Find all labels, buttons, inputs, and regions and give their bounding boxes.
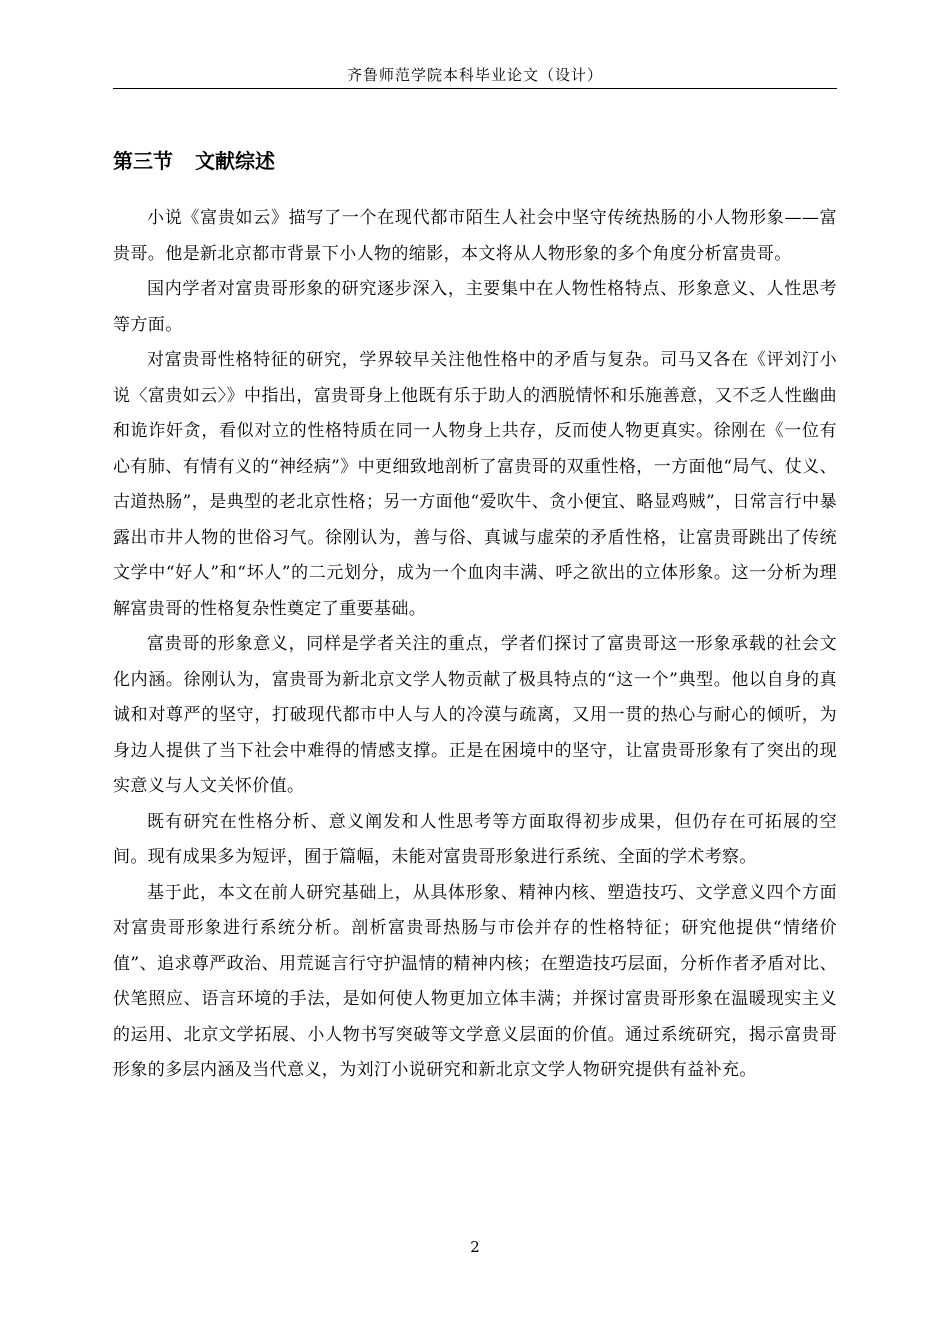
body-text xyxy=(113,201,837,1089)
header-rule xyxy=(113,88,837,89)
running-header: 齐鲁师范学院本科毕业论文（设计） xyxy=(346,66,603,84)
section-number: 第三节 xyxy=(113,149,173,173)
paragraph-research-overview: 国内学者对富贵哥形象的研究逐步深入，主要集中在人物性格特点、形象意义、人性思考等方面。 xyxy=(113,279,837,335)
paragraph-intro: 小说《富贵如云》描写了一个在现代都市陌生人社会中坚守传统热肠的小人物形象——富贵哥。他是新北京都市背景下小人物的缩影，本文将从人物形象的多个角度分析富贵哥。 xyxy=(113,208,837,264)
paragraph-research-plan: 基于此，本文在前人研究基础上，从具体形象、精神内核、塑造技巧、文学意义四个方面对富贵哥形象进行系统分析。剖析富贵哥热肠与市侩并存的性格特征；研究他提供“情绪价值”、追求尊严政治、用荒诞言行守护温情的精神内核；在塑造技巧层面，分析作者矛盾对比、伏笔照应、语言环境的手法，是如何使人物更加立体丰满；并探讨富贵哥形象在温暖现实主义的运用、北京文学拓展、小人物书写突破等文学意义层面的价值。通过系统研究，揭示富贵哥形象的多层内涵及当代意义，为刘汀小说研究和新北京文学人物研究提供有益补充。 xyxy=(113,882,837,1080)
paragraph-image-significance: 富贵哥的形象意义，同样是学者关注的重点，学者们探讨了富贵哥这一形象承载的社会文化内涵。徐刚认为，富贵哥为新北京文学人物贡献了极具特点的“这一个”典型。他以自身的真诚和对尊严的坚守，打破现代都市中人与人的冷漠与疏离，又用一贯的热心与耐心的倾听，为身边人提供了当下社会中难得的情感支撑。正是在困境中的坚守，让富贵哥形象有了突出的现实意义与人文关怀价值。 xyxy=(113,634,837,796)
page-number: 2 xyxy=(470,1238,480,1256)
section-title xyxy=(113,146,275,176)
section-heading-text: 文献综述 xyxy=(195,149,275,173)
paragraph-character-traits: 对富贵哥性格特征的研究，学界较早关注他性格中的矛盾与复杂。司马又各在《评刘汀小说〈富贵如云〉》中指出，富贵哥身上他既有乐于助人的洒脱情怀和乐施善意，又不乏人性幽曲和诡诈奸贪，看似对立的性格特质在同一人物身上共存，反而使人物更真实。徐刚在《一位有心有肺、有情有义的“神经病”》中更细致地剖析了富贵哥的双重性格，一方面他“局气、仗义、古道热肠”，是典型的老北京性格；另一方面他“爱吹牛、贪小便宜、略显鸡贼”，日常言行中暴露出市井人物的世俗习气。徐刚认为，善与俗、真诚与虚荣的矛盾性格，让富贵哥跳出了传统文学中“好人”和“坏人”的二元划分，成为一个血肉丰满、呼之欲出的立体形象。这一分析为理解富贵哥的性格复杂性奠定了重要基础。 xyxy=(113,350,837,619)
paragraph-research-gaps: 既有研究在性格分析、意义阐发和人性思考等方面取得初步成果，但仍存在可拓展的空间。现有成果多为短评，囿于篇幅，未能对富贵哥形象进行系统、全面的学术考察。 xyxy=(113,811,837,867)
